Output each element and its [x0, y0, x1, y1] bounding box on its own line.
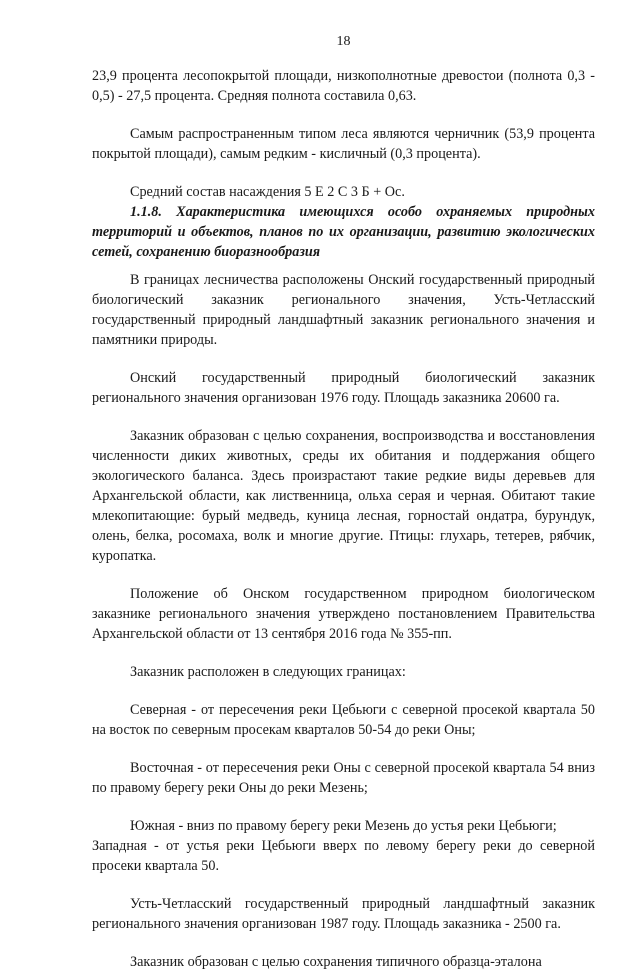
paragraph-ust-chetlassky-reserve: Усть-Четласский государственный природный ландшафтный заказник регионального значения организован 1987 году. Площадь заказника - 2500 га.	[92, 896, 595, 932]
paragraph-protected-areas-list: В границах лесничества расположены Онский государственный природный биологический заказник регионального значения, Усть-Четласский государственный природный ландшафтный заказник регионального значения и памятники природы.	[92, 272, 595, 348]
page-number: 18	[336, 34, 351, 49]
paragraph-reserve-boundaries-intro: Заказник расположен в следующих границах:	[130, 664, 406, 680]
paragraph-northern-boundary: Северная - от пересечения реки Цебьюги с северной просекой квартала 50 на восток по северным просекам кварталов 50-54 до реки Оны;	[92, 702, 595, 738]
paragraph-southern-boundary: Южная - вниз по правому берегу реки Мезень до устья реки Цебьюги;	[130, 818, 557, 834]
paragraph-eastern-boundary: Восточная - от пересечения реки Оны с северной просекой квартала 54 вниз по правому берегу реки Оны до реки Мезень;	[92, 760, 595, 796]
paragraph-reserve-regulation: Положение об Онском государственном природном биологическом заказнике регионального значения утверждено постановлением Правительства Архангельской области от 13 сентября 2016 года № 355-пп.	[92, 586, 595, 642]
paragraph-forest-types: Самым распространенным типом леса являются черничник (53,9 процента покрытой площади), самым редким - кисличный (0,3 процента).	[92, 126, 595, 162]
paragraph-density-continued: 23,9 процента лесопокрытой площади, низкополнотные древостои (полнота 0,3 - 0,5) - 27,5 процента. Средняя полнота составила 0,63.	[92, 68, 595, 104]
document-page	[92, 34, 595, 972]
section-heading-protected-areas: 1.1.8. Характеристика имеющихся особо охраняемых природных территорий и объектов, планов по их организации, развитию экологических сетей, сохранению биоразнообразия	[92, 204, 595, 260]
paragraph-western-boundary: Западная - от устья реки Цебьюги вверх по левому берегу реки до северной просеки квартала 50.	[92, 838, 595, 874]
paragraph-reserve-purpose: Заказник образован с целью сохранения, воспроизводства и восстановления численности диких животных, среды их обитания и поддержания общего экологического баланса. Здесь произрастают такие редкие виды деревьев для Архангельской области, как лиственница, ольха серая и черная. Обитают такие млекопитающие: бурый медведь, куница лесная, горностай ондатра, бурундук, олень, белка, росомаха, волк и многие другие. Птицы: глухарь, тетерев, рябчик, куропатка.	[92, 428, 595, 564]
paragraph-average-composition: Средний состав насаждения 5 Е 2 С 3 Б + Ос.	[130, 184, 405, 200]
paragraph-ust-chetlassky-purpose: Заказник образован с целью сохранения типичного образца-эталона	[130, 954, 542, 970]
paragraph-onsky-reserve: Онский государственный природный биологический заказник регионального значения организован 1976 году. Площадь заказника 20600 га.	[92, 370, 595, 406]
